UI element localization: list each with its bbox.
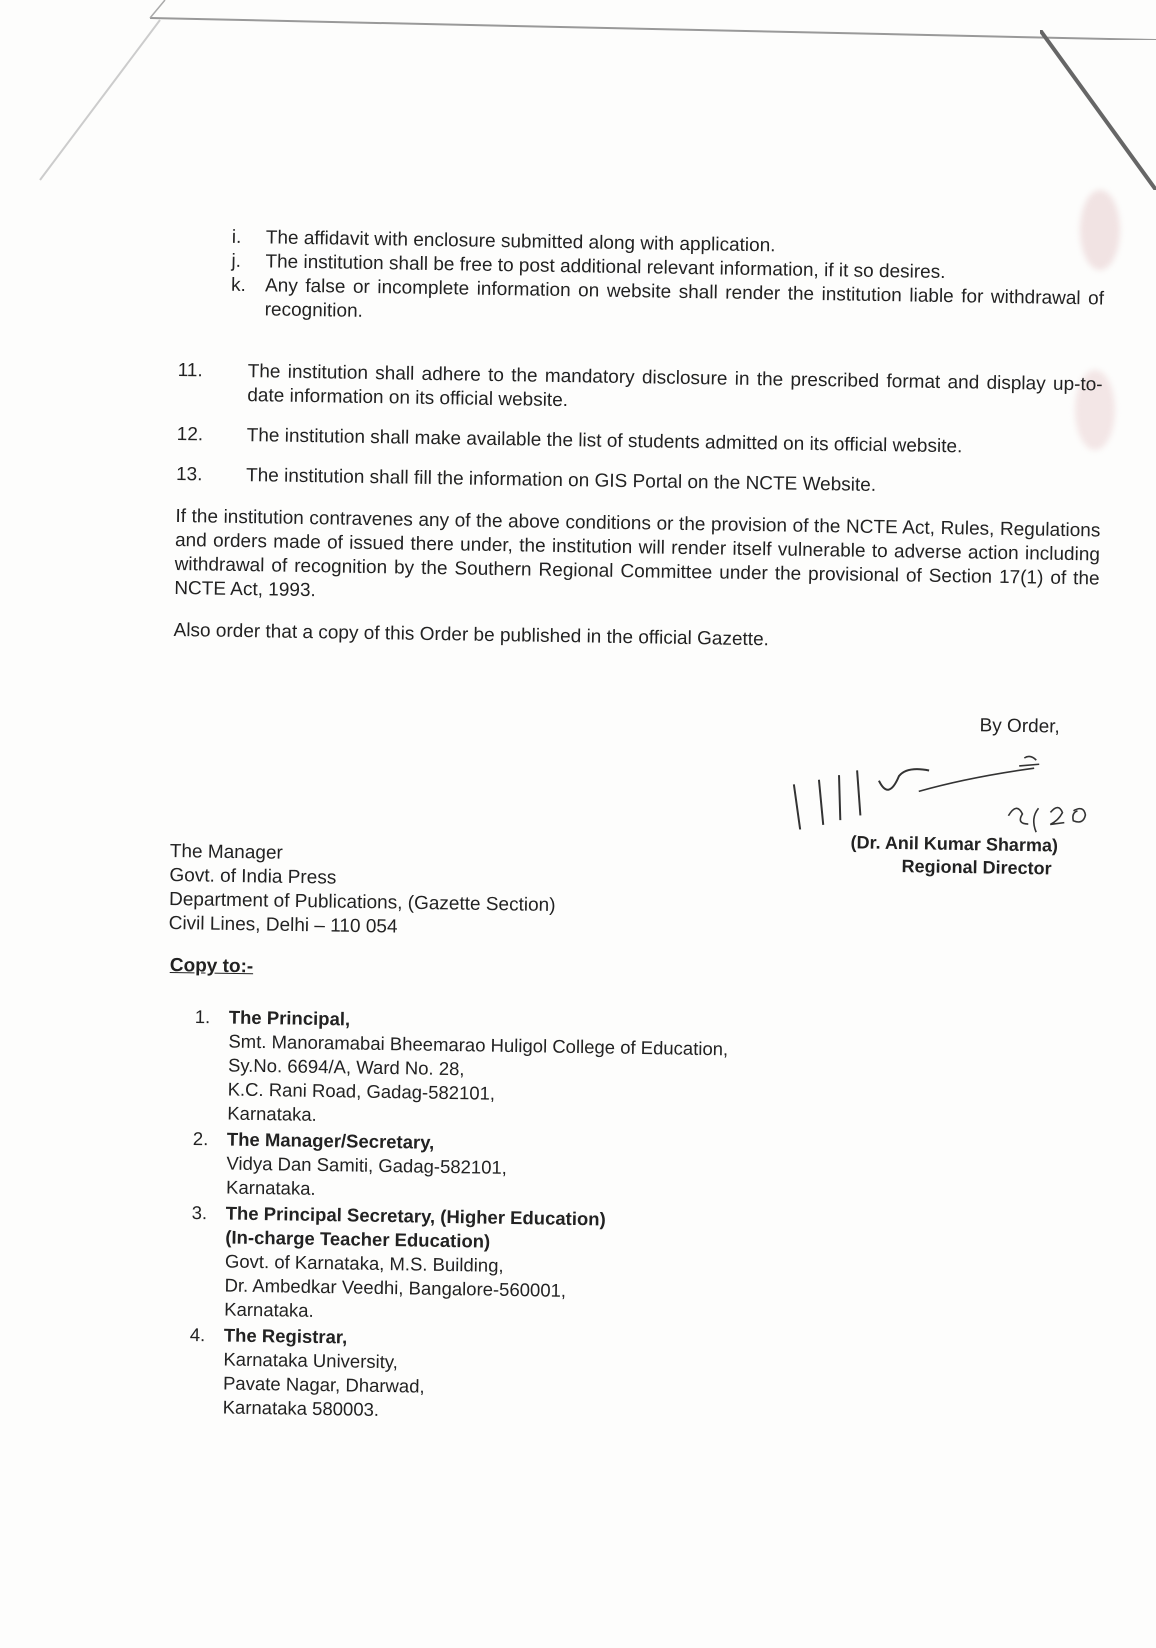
copy-to-list bbox=[188, 1005, 754, 1430]
scan-fold-left bbox=[0, 0, 200, 200]
recipient-number: 1. bbox=[194, 1005, 211, 1028]
recipient-line: Pavate Nagar, Dharwad, bbox=[222, 1372, 425, 1397]
gazette-paragraph: Also order that a copy of this Order be published in the official Gazette. bbox=[173, 619, 770, 651]
numbered-paragraph bbox=[177, 423, 1102, 462]
recipient-line: Karnataka. bbox=[227, 1102, 317, 1125]
recipient-item bbox=[188, 1323, 749, 1428]
item-text: The affidavit with enclosure submitted along with application. bbox=[265, 227, 776, 257]
recipient-title: The Principal Secretary, (Higher Education) bbox=[225, 1202, 606, 1230]
paragraph-number: 13. bbox=[175, 463, 203, 486]
paragraph-text: The institution shall fill the information on GIS Portal on the NCTE Website. bbox=[245, 465, 877, 496]
recipient-line: Govt. of Karnataka, M.S. Building, bbox=[224, 1250, 504, 1276]
paragraph-text: The institution shall make available the list of students admitted on its official website. bbox=[246, 425, 963, 458]
numbered-paragraph bbox=[176, 463, 1101, 502]
addressee-block bbox=[168, 840, 556, 942]
order-body bbox=[173, 225, 1104, 657]
signatory-title: Regional Director bbox=[901, 856, 1052, 879]
by-order-label: By Order, bbox=[979, 715, 1060, 738]
recipient-item bbox=[192, 1127, 753, 1208]
signature-area bbox=[768, 734, 1099, 834]
paragraph-text: The institution shall adhere to the mandatory disclosure in the prescribed format and display up-to-date information on its official website. bbox=[247, 361, 1103, 412]
address-line: The Manager bbox=[169, 840, 283, 864]
recipient-line: Sy.No. 6694/A, Ward No. 28, bbox=[227, 1054, 465, 1080]
item-text: Any false or incomplete information on website shall render the institution liable for withdrawal of recognition. bbox=[264, 275, 1105, 322]
recipient-title: The Principal, bbox=[228, 1006, 351, 1030]
recipient-line: Karnataka. bbox=[224, 1298, 314, 1321]
recipient-line: Vidya Dan Samiti, Gadag-582101, bbox=[226, 1152, 508, 1178]
recipient-line: Smt. Manoramabai Bheemarao Huligol College of Education, bbox=[228, 1030, 729, 1060]
signature-block bbox=[767, 712, 1100, 880]
recipient-line: K.C. Rani Road, Gadag-582101, bbox=[227, 1078, 496, 1104]
scan-fold-right bbox=[1040, 30, 1156, 190]
recipient-item bbox=[190, 1201, 752, 1330]
recipient-subtitle: (In-charge Teacher Education) bbox=[225, 1226, 491, 1252]
recipient-line: Dr. Ambedkar Veedhi, Bangalore-560001, bbox=[224, 1274, 567, 1301]
contravene-paragraph: If the institution contravenes any of the above conditions or the provision of the NCTE Act, Rules, Regulations and orders made of issued there under, the institution will render itself vulnerable to adverse action including withdrawal of recognition by the Southern Regional Committee under the provisional of Section 17(1) of the NCTE Act, 1993. bbox=[174, 505, 1101, 602]
copy-to-heading: Copy to:- bbox=[169, 955, 254, 978]
recipient-line: Karnataka University, bbox=[223, 1348, 399, 1373]
item-marker: j. bbox=[231, 250, 242, 272]
handwritten-signature bbox=[768, 734, 1099, 834]
recipient-item bbox=[193, 1005, 755, 1134]
recipient-title: The Manager/Secretary, bbox=[226, 1128, 435, 1153]
signatory-name: (Dr. Anil Kumar Sharma) bbox=[850, 832, 1059, 856]
item-marker: i. bbox=[231, 226, 242, 248]
recipient-number: 2. bbox=[192, 1127, 209, 1150]
address-line: Govt. of India Press bbox=[169, 864, 337, 889]
recipient-title: The Registrar, bbox=[223, 1324, 348, 1348]
item-text: The institution shall be free to post additional relevant information, if it so desires. bbox=[265, 251, 946, 284]
paragraph-number: 11. bbox=[177, 359, 203, 382]
numbered-paragraph bbox=[177, 359, 1103, 422]
address-line: Department of Publications, (Gazette Section) bbox=[168, 888, 556, 917]
address-line: Civil Lines, Delhi – 110 054 bbox=[168, 912, 398, 938]
recipient-number: 3. bbox=[191, 1201, 208, 1224]
recipient-line: Karnataka 580003. bbox=[222, 1396, 380, 1420]
recipient-line: Karnataka. bbox=[225, 1176, 316, 1199]
item-marker: k. bbox=[230, 274, 247, 297]
recipient-number: 4. bbox=[189, 1323, 206, 1346]
paragraph-number: 12. bbox=[176, 423, 204, 446]
